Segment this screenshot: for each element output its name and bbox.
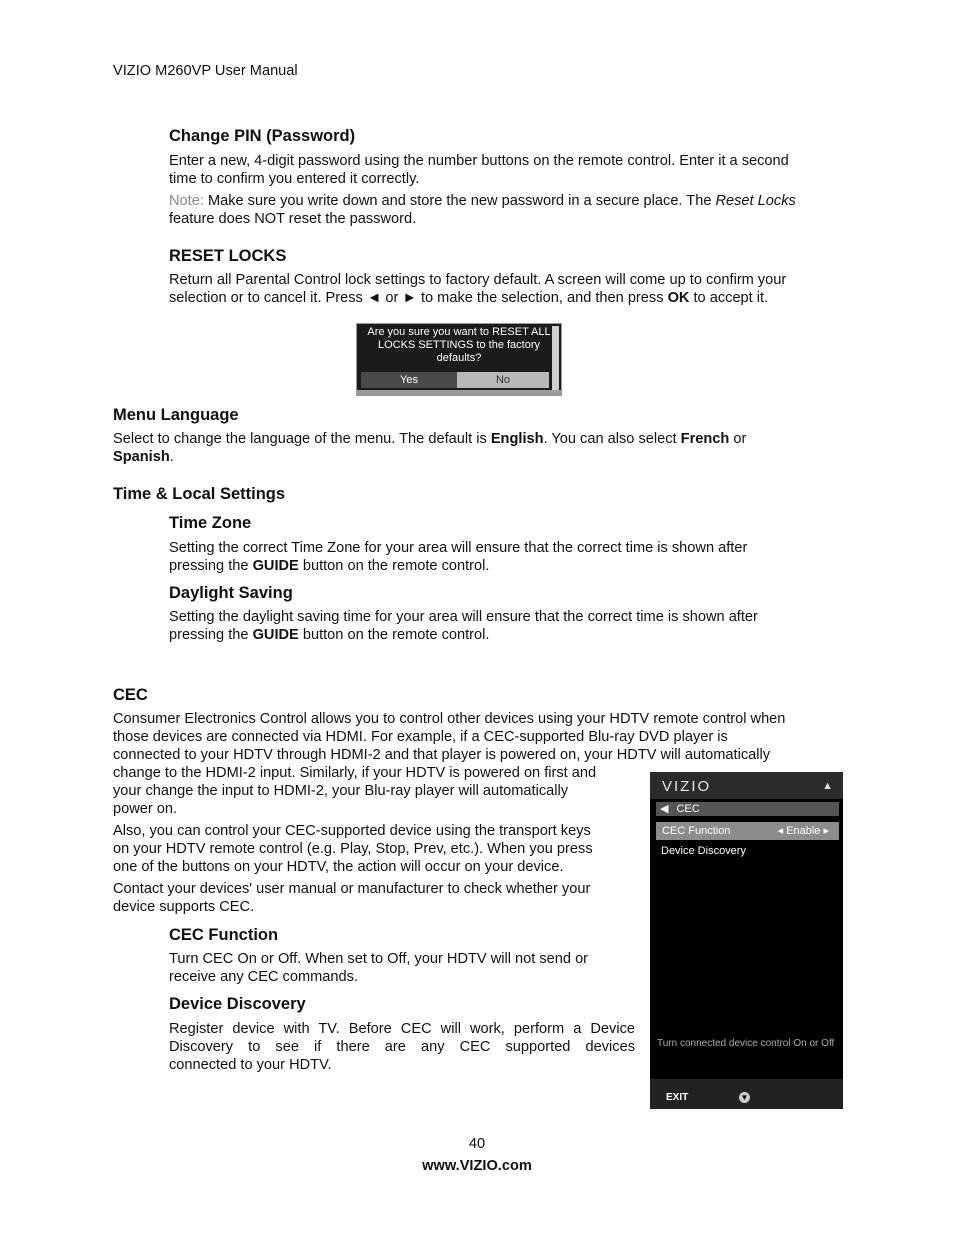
tv-menu-help-text: Turn connected device control On or Off [657,1038,835,1049]
home-icon[interactable]: ▲ [822,780,833,792]
reset-locks-line2a: selection or to cancel it. Press ◄ or ► to make the selection, and then press [169,290,668,306]
menu-language-line2 [113,448,853,466]
menu-language-line1 [113,430,853,448]
no-button[interactable]: No [457,372,549,388]
vizio-logo: VIZIO [662,778,712,795]
enable-value: Enable [786,825,821,837]
cec-p2-l2: on your HDTV remote control (e.g. Play, Stop, Prev, etc.). When you press [113,841,593,857]
cec-heading: CEC [113,686,148,704]
daylight-heading: Daylight Saving [169,584,293,602]
cec-function-line1: Turn CEC On or Off. When set to Off, your HDTV will not send or [169,951,589,967]
device-discovery-heading: Device Discovery [169,995,306,1013]
back-arrow-icon: ◀ [660,803,669,815]
reset-locks-body [169,271,859,307]
cec-p2-l3: one of the buttons on your HDTV, the action will occur on your device. [113,859,564,875]
dd-line1: Register device with TV. Before CEC will work, perform a Device [169,1021,635,1037]
time-zone-body [169,539,859,575]
dialog-line3: defaults? [436,352,482,364]
reset-locks-heading: RESET LOCKS [169,247,287,265]
ml-a: Select to change the language of the menu. The default is [113,431,491,447]
tv-menu-footer [650,1079,843,1109]
change-pin-body [169,152,859,228]
cec-p1-l5: your change the input to HDMI-2, your Blu-ray player will automatically [113,783,569,799]
change-pin-line1: Enter a new, 4-digit password using the number buttons on the remote control. Enter it a second [169,153,789,169]
ml-spanish: Spanish [113,449,170,465]
left-arrow-icon: ◂ [777,825,787,837]
time-zone-line2 [169,557,859,575]
cec-p1-l4: change to the HDMI-2 input. Similarly, if your HDTV is powered on first and [113,765,597,781]
tv-menu-breadcrumb[interactable] [656,802,839,816]
cec-p1-l2: those devices are connected via HDMI. For example, if a CEC-supported Blu-ray DVD player is [113,729,728,745]
daylight-line2 [169,626,859,644]
cec-p3-l1: Contact your devices' user manual or manufacturer to check whether your [113,881,591,897]
cec-p1-l6: power on. [113,801,178,817]
cec-p1-l1: Consumer Electronics Control allows you to control other devices using your HDTV remote control when [113,711,786,727]
cec-function-menu-item[interactable] [656,822,839,840]
cec-para3 [113,880,643,916]
cec-p3-l2: device supports CEC. [113,899,255,915]
daylight-line1: Setting the daylight saving time for your area will ensure that the correct time is shown after [169,609,758,625]
tz-guide: GUIDE [252,558,299,574]
tz-a: pressing the [169,558,253,574]
change-pin-note [169,192,859,210]
cec-function-heading: CEC Function [169,926,279,944]
dialog-message [357,324,561,365]
time-zone-heading: Time Zone [169,514,252,532]
time-zone-line1: Setting the correct Time Zone for your area will ensure that the correct time is shown after [169,540,748,556]
note-italic: Reset Locks [715,193,796,209]
ds-guide: GUIDE [252,627,299,643]
daylight-body [169,608,859,644]
note-label: Note: [169,193,204,209]
dd-line3: connected to your HDTV. [169,1057,332,1073]
cec-function-menu-label: CEC Function [662,825,731,837]
dialog-base-bar [357,390,561,395]
ok-key-label: OK [667,290,690,306]
dialog-line2: LOCKS SETTINGS to the factory [378,339,540,351]
cec-p2-l1: Also, you can control your CEC-supported device using the transport keys [113,823,591,839]
tv-menu-header [650,772,843,799]
cec-function-menu-value [778,822,829,840]
cec-menu-screenshot [650,772,843,1109]
time-local-heading: Time & Local Settings [113,485,286,503]
ds-c: button on the remote control. [298,627,490,643]
ml-c: . You can also select [543,431,681,447]
footer-url[interactable]: www.VIZIO.com [422,1158,532,1174]
dd-line2: Discovery to see if there are any CEC supported devices [169,1039,635,1055]
exit-button-icon[interactable]: ▼ [740,1093,749,1102]
change-pin-heading: Change PIN (Password) [169,127,356,145]
menu-language-heading: Menu Language [113,406,239,424]
device-discovery-menu-item[interactable]: Device Discovery [661,845,746,857]
reset-locks-line2 [169,289,859,307]
crumb-label: CEC [676,803,700,815]
reset-locks-line1: Return all Parental Control lock settings to factory default. A screen will come up to confirm your [169,272,787,288]
cec-para2 [113,822,643,876]
manual-title: VIZIO M260VP User Manual [113,63,298,79]
dialog-line1: Are you sure you want to RESET ALL [367,326,551,338]
device-discovery-body [169,1020,635,1074]
note-text: Make sure you write down and store the new password in a secure place. The [203,193,716,209]
cec-function-line2: receive any CEC commands. [169,969,358,985]
ml-e: or [729,431,747,447]
tz-c: button on the remote control. [298,558,490,574]
yes-button[interactable]: Yes [361,372,457,388]
right-arrow-icon: ▸ [820,825,829,837]
dialog-buttons [361,372,549,388]
page-number: 40 [468,1136,486,1152]
cec-p1-l3: connected to your HDTV through HDMI-2 and that player is powered on, your HDTV will automatically [113,747,771,763]
change-pin-line2: time to confirm you entered it correctly. [169,171,420,187]
change-pin-note-line2: feature does NOT reset the password. [169,211,417,227]
reset-locks-dialog [356,323,562,396]
ml-g: . [169,449,174,465]
cec-function-body [169,950,639,986]
menu-language-body [113,430,853,466]
ml-english: English [490,431,544,447]
exit-label[interactable]: EXIT [666,1092,689,1103]
dialog-scrollbar [552,326,559,393]
reset-locks-line2c: to accept it. [689,290,769,306]
ml-french: French [680,431,730,447]
ds-a: pressing the [169,627,253,643]
